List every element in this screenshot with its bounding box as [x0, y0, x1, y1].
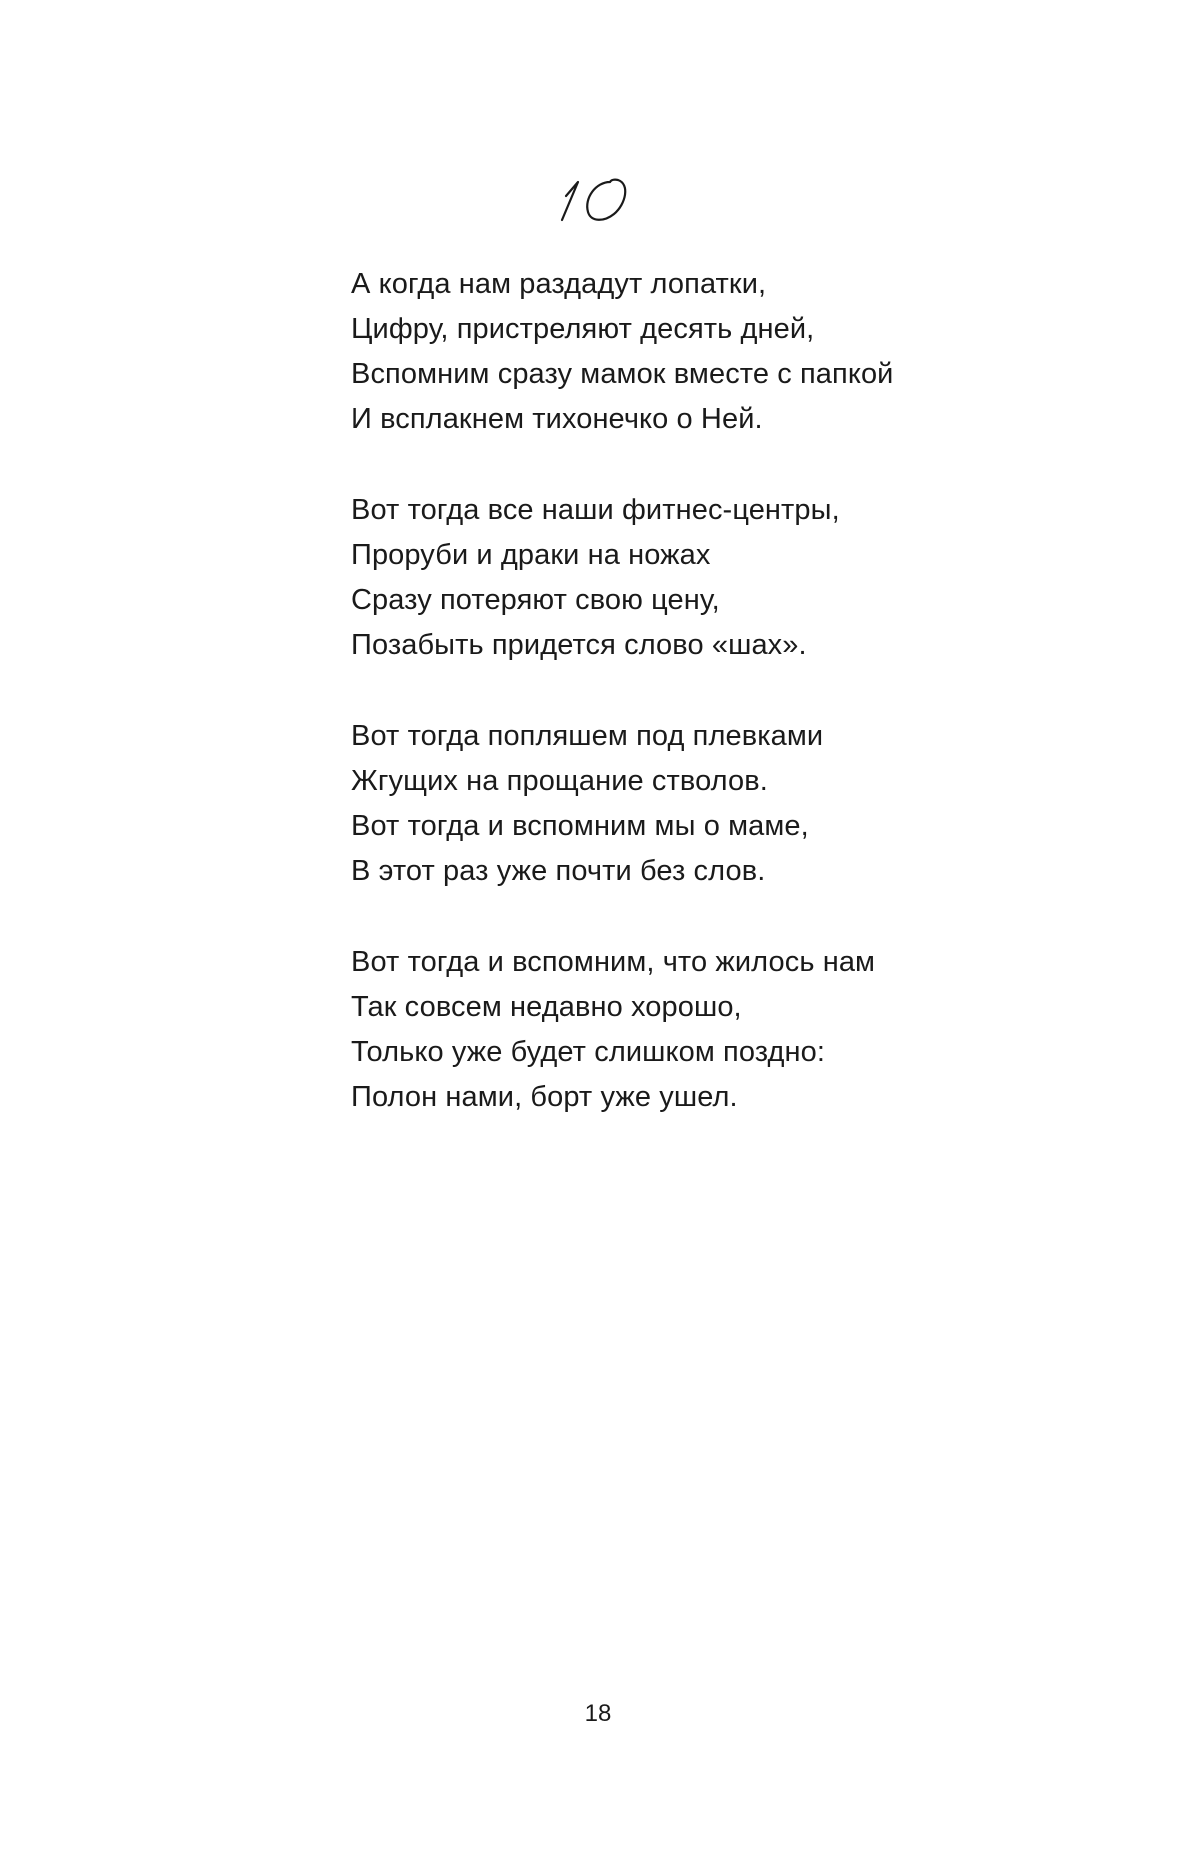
poem-line: Только уже будет слишком поздно:: [351, 1036, 826, 1068]
poem-line: Цифру, пристреляют десять дней,: [351, 313, 815, 345]
poem-line: Полон нами, борт уже ушел.: [351, 1081, 738, 1113]
poem-number: [538, 158, 658, 228]
poem-line: Вот тогда и вспомним мы о маме,: [351, 810, 809, 842]
stanza-4: [351, 940, 1051, 1120]
poem-line: Позабыть придется слово «шах».: [351, 629, 807, 661]
poem-line: В этот раз уже почти без слов.: [351, 855, 766, 887]
poem-line: Жгущих на прощание стволов.: [351, 765, 768, 797]
poem-line: Так совсем недавно хорошо,: [351, 991, 742, 1023]
stanza-3: [351, 714, 1051, 894]
handwritten-number-10: [538, 158, 658, 228]
poem-line: Вот тогда все наши фитнес-центры,: [351, 494, 840, 526]
stanza-1: [351, 262, 1051, 442]
poem-body: [351, 262, 1051, 1166]
poem-line: Сразу потеряют свою цену,: [351, 584, 720, 616]
poem-line: Вот тогда попляшем под плевками: [351, 720, 824, 752]
poem-line: А когда нам раздадут лопатки,: [351, 268, 767, 300]
stanza-2: [351, 488, 1051, 668]
page-number: 18: [584, 1700, 612, 1727]
poem-line: И всплакнем тихонечко о Ней.: [351, 403, 763, 435]
poem-line: Вот тогда и вспомним, что жилось нам: [351, 946, 876, 978]
poem-line: Проруби и драки на ножах: [351, 539, 711, 571]
poem-line: Вспомним сразу мамок вместе с папкой: [351, 358, 894, 390]
